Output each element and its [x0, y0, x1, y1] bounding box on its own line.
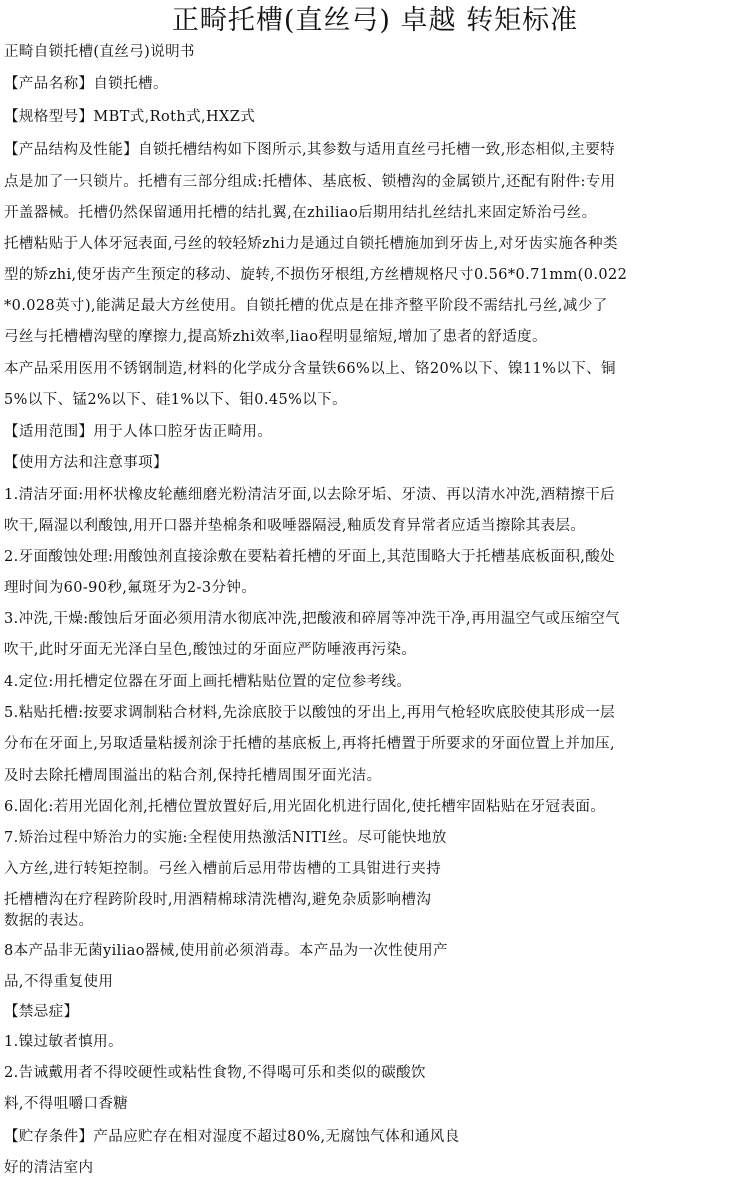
- text-line: 5.粘贴托槽:按要求调制粘合材料,先涂底胶于以酸蚀的牙出上,再用气枪轻吹底胶使其形成一层: [4, 705, 616, 721]
- text-line: 【禁忌症】: [4, 1004, 79, 1020]
- text-line: 正畸自锁托槽(直丝弓)说明书: [4, 44, 195, 60]
- text-line: 7.矫治过程中矫治力的实施:全程使用热激活NITI丝。尽可能快地放: [4, 830, 447, 846]
- text-line: 6.固化:若用光固化剂,托槽位置放置好后,用光固化机进行固化,使托槽牢固粘贴在牙冠表面。: [4, 799, 606, 815]
- text-line: *0.028英寸),能满足最大方丝使用。自锁托槽的优点是在排齐整平阶段不需结扎弓丝,减少了: [4, 298, 608, 314]
- text-line: 好的清洁室内: [4, 1160, 94, 1176]
- text-line: 吹干,此时牙面无光泽白呈色,酸蚀过的牙面应严防唾液再污染。: [4, 642, 417, 658]
- text-line: 弓丝与托槽槽沟壁的摩擦力,提高矫zhi效率,liao程明显缩短,增加了患者的舒适度。: [4, 329, 547, 345]
- text-line: 本产品采用医用不锈钢制造,材料的化学成分含量铁66%以上、铬20%以下、镍11%以下、铜: [4, 361, 616, 377]
- text-line: 开盖器械。托槽仍然保留通用托槽的结扎翼,在zhiliao后期用结扎丝结扎来固定矫治弓丝。: [4, 205, 597, 221]
- document-title: 正畸托槽(直丝弓) 卓越 转矩标准: [171, 5, 579, 36]
- text-line: 吹干,隔湿以利酸蚀,用开口器并垫棉条和吸唾器隔浸,釉质发育异常者应适当擦除其表层。: [4, 518, 586, 534]
- text-line: 点是加了一只锁片。托槽有三部分组成:托槽体、基底板、锁槽沟的金属锁片,还配有附件:专用: [4, 174, 616, 190]
- text-line: 【产品结构及性能】自锁托槽结构如下图所示,其参数与适用直丝弓托槽一致,形态相似,主要特: [4, 142, 616, 158]
- text-line: 【使用方法和注意事项】: [4, 455, 168, 471]
- text-line: 【规格型号】MBT式,Roth式,HXZ式: [4, 109, 256, 125]
- text-line: 8本产品非无菌yiliao器械,使用前必须消毒。本产品为一次性使用产: [4, 943, 448, 959]
- text-line: 1.清洁牙面:用杯状橡皮轮蘸细磨光粉清洁牙面,以去除牙垢、牙渍、再以清水冲洗,酒精擦干后: [4, 487, 616, 503]
- text-line: 及时去除托槽周围溢出的粘合剂,保持托槽周围牙面光洁。: [4, 768, 382, 784]
- text-line: 【贮存条件】产品应贮存在相对湿度不超过80%,无腐蚀气体和通风良: [4, 1129, 460, 1145]
- text-line: 2.告诫戴用者不得咬硬性或粘性食物,不得喝可乐和类似的碳酸饮: [4, 1065, 426, 1081]
- text-line: 5%以下、锰2%以下、硅1%以下、钼0.45%以下。: [4, 392, 347, 408]
- text-line: 入方丝,进行转矩控制。弓丝入槽前后忌用带齿槽的工具钳进行夹持: [4, 861, 442, 877]
- text-line: 品,不得重复使用: [4, 974, 114, 990]
- text-line: 分布在牙面上,另取适量粘援剂涂于托槽的基底板上,再将托槽置于所要求的牙面位置上并加压,: [4, 736, 616, 752]
- text-line: 托槽槽沟在疗程跨阶段时,用酒精棉球清洗槽沟,避免杂质影响槽沟: [4, 892, 432, 908]
- text-line: 3.冲洗,干燥:酸蚀后牙面必须用清水彻底冲洗,把酸液和碎屑等冲洗干净,再用温空气或压缩空气: [4, 611, 621, 627]
- text-line: 数据的表达。: [4, 913, 94, 929]
- text-line: 4.定位:用托槽定位器在牙面上画托槽粘贴位置的定位参考线。: [4, 674, 412, 690]
- text-line: 2.牙面酸蚀处理:用酸蚀剂直接涂敷在要粘着托槽的牙面上,其范围略大于托槽基底板面积,酸处: [4, 549, 616, 565]
- text-line: 托槽粘贴于人体牙冠表面,弓丝的较轻矫zhi力是通过自锁托槽施加到牙齿上,对牙齿实施各种类: [4, 236, 618, 252]
- text-line: 【产品名称】自锁托槽。: [4, 76, 168, 92]
- text-line: 料,不得咀嚼口香糖: [4, 1096, 129, 1112]
- text-line: 型的矫zhi,使牙齿产生预定的移动、旋转,不损伤牙根组,方丝槽规格尺寸0.56*0.71mm(0.022: [4, 267, 628, 283]
- text-line: 1.镍过敏者慎用。: [4, 1034, 123, 1050]
- text-line: 理时间为60-90秒,氟斑牙为2-3分钟。: [4, 580, 257, 596]
- text-line: 【适用范围】用于人体口腔牙齿正畸用。: [4, 424, 273, 440]
